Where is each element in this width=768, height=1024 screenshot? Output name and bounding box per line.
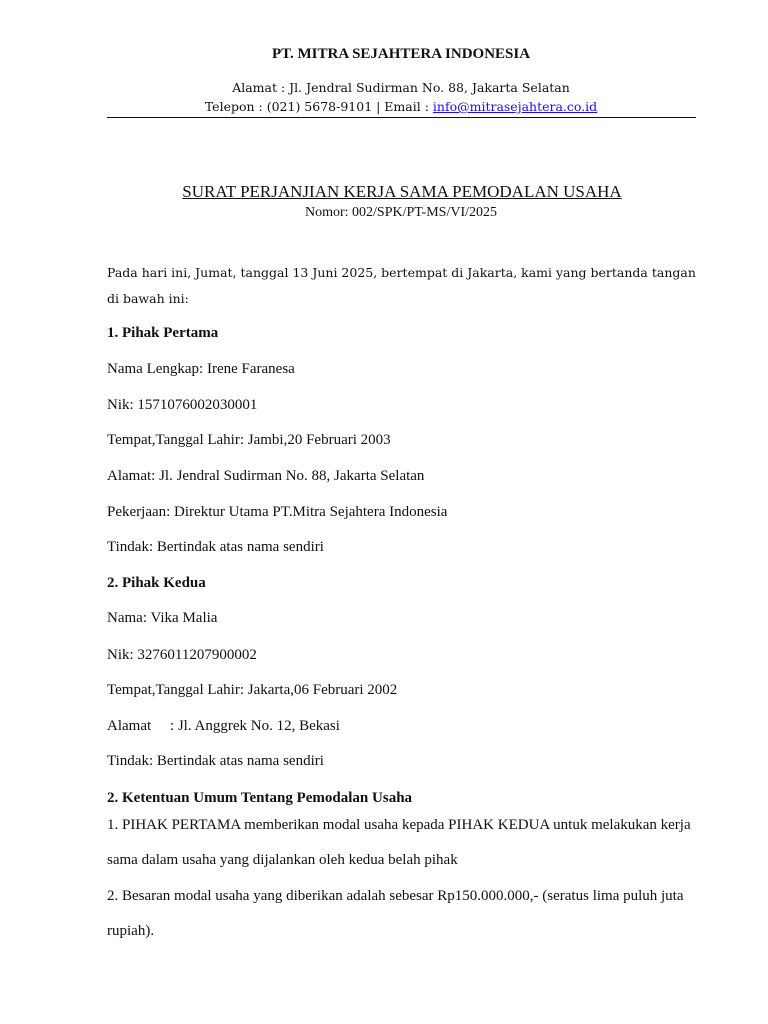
company-name: PT. MITRA SEJAHTERA INDONESIA [271, 46, 531, 62]
header-divider [107, 117, 696, 118]
pihak-kedua-nik: Nik: 3276011207900002 [107, 647, 257, 663]
ketentuan-item-1-line-2: sama dalam usaha yang dijalankan oleh kedua belah pihak [107, 852, 458, 868]
pihak-pertama-tindak: Tindak: Bertindak atas nama sendiri [107, 539, 324, 555]
pihak-kedua-alamat: Alamat : Jl. Anggrek No. 12, Bekasi [107, 718, 340, 734]
ketentuan-item-2-line-1: 2. Besaran modal usaha yang diberikan adalah sebesar Rp150.000.000,- (seratus lima puluh juta [107, 888, 684, 904]
section-heading-ketentuan: 2. Ketentuan Umum Tentang Pemodalan Usaha [107, 790, 413, 806]
ketentuan-item-1-line-1: 1. PIHAK PERTAMA memberikan modal usaha kepada PIHAK KEDUA untuk melakukan kerja [107, 817, 691, 833]
pihak-pertama-nama: Nama Lengkap: Irene Faranesa [107, 361, 295, 377]
pihak-kedua-ttl: Tempat,Tanggal Lahir: Jakarta,06 Februari 2002 [107, 682, 398, 698]
contact-phone-text: Telepon : (021) 5678-9101 | Email : [204, 99, 433, 114]
pihak-pertama-nik: Nik: 1571076002030001 [107, 397, 258, 413]
pihak-kedua-tindak: Tindak: Bertindak atas nama sendiri [107, 753, 324, 769]
document-number: Nomor: 002/SPK/PT-MS/VI/2025 [304, 205, 497, 220]
company-address: Alamat : Jl. Jendral Sudirman No. 88, Jakarta Selatan [232, 80, 570, 95]
intro-paragraph: Pada hari ini, Jumat, tanggal 13 Juni 2025, bertempat di Jakarta, kami yang bertanda tangan di bawah ini: [107, 265, 696, 306]
ketentuan-item-2-line-2: rupiah). [107, 923, 155, 939]
section-heading-pihak-pertama: 1. Pihak Pertama [107, 325, 219, 341]
pihak-pertama-alamat: Alamat: Jl. Jendral Sudirman No. 88, Jakarta Selatan [107, 468, 425, 484]
pihak-pertama-pekerjaan: Pekerjaan: Direktur Utama PT.Mitra Sejahtera Indonesia [107, 504, 448, 520]
company-contact [0, 99, 768, 114]
section-heading-pihak-kedua: 2. Pihak Kedua [107, 575, 206, 591]
document-title: SURAT PERJANJIAN KERJA SAMA PEMODALAN USAHA [182, 182, 622, 201]
email-link[interactable]: info@mitrasejahtera.co.id [432, 99, 598, 114]
pihak-pertama-ttl: Tempat,Tanggal Lahir: Jambi,20 Februari 2003 [107, 432, 391, 448]
pihak-kedua-nama: Nama: Vika Malia [107, 610, 218, 626]
